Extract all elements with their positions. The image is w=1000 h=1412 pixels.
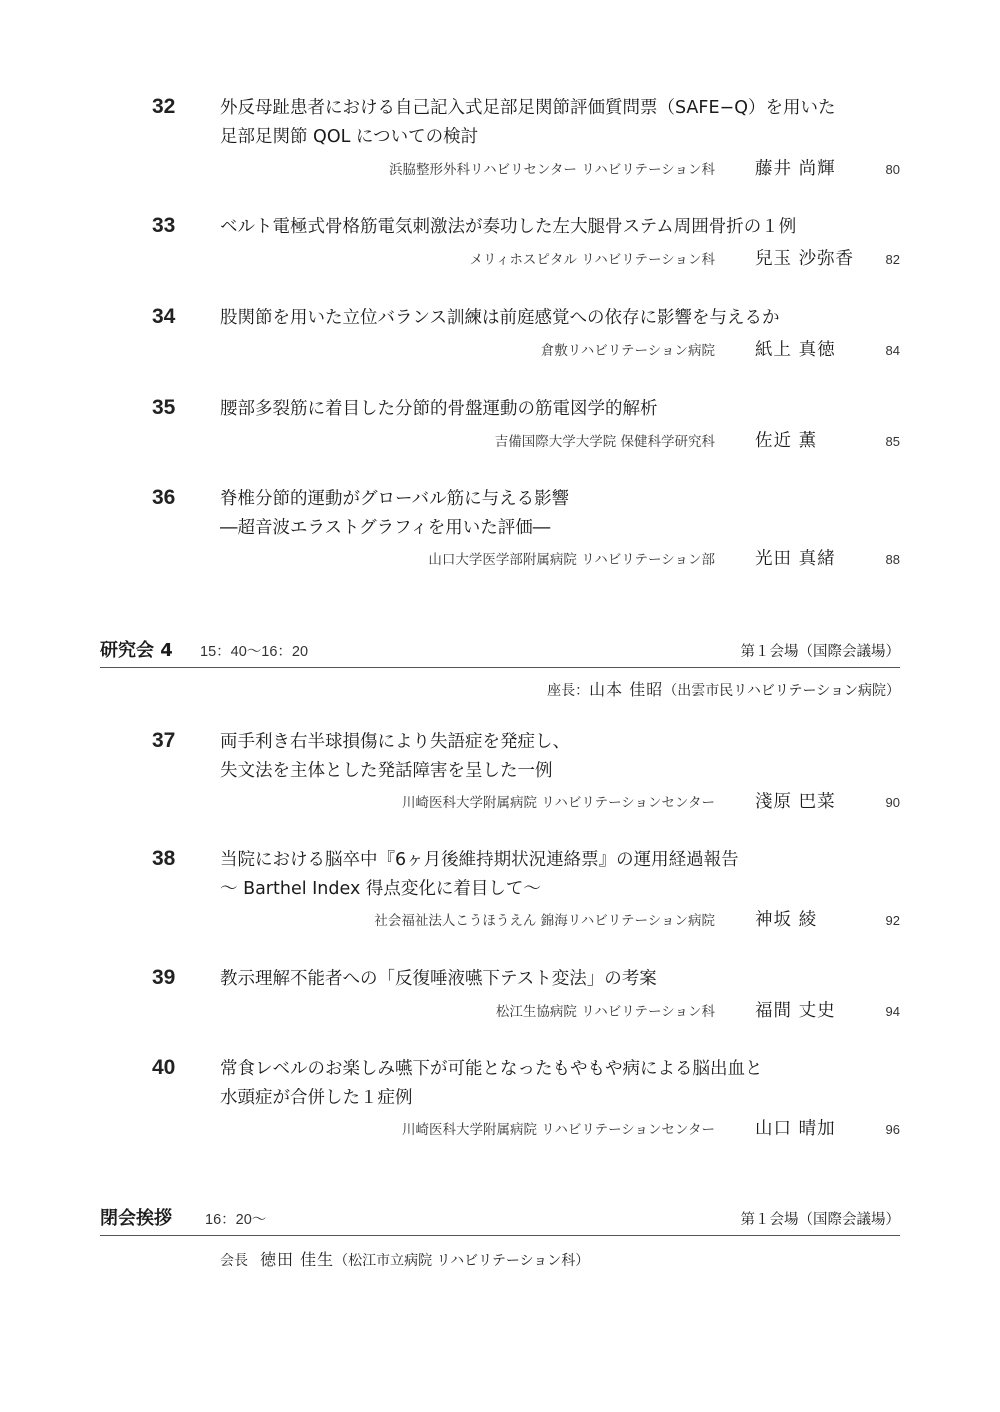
closing-president xyxy=(220,1249,589,1272)
entry-number: 37 xyxy=(152,729,176,752)
entry-author: 紙上 真徳 xyxy=(755,340,836,360)
closing-label: 閉会挨拶 xyxy=(100,1208,172,1229)
entry-affiliation: 川崎医科大学附属病院 リハビリテーションセンター xyxy=(401,1122,715,1138)
entry-title-line: 両手利き右半球損傷により失語症を発症し、 xyxy=(220,732,570,752)
entry-author: 福間 丈史 xyxy=(755,1001,836,1021)
entry-title-line: 失文法を主体とした発話障害を呈した一例 xyxy=(220,761,553,781)
closing-time: 16：20〜 xyxy=(205,1212,267,1228)
chair-name: 山本 佳昭 xyxy=(589,680,664,699)
session-label: 研究会 4 xyxy=(100,640,173,661)
entry-author: 淺原 巴菜 xyxy=(755,792,836,812)
entry-number: 36 xyxy=(152,486,176,509)
entry-title xyxy=(220,304,900,333)
entry-title-line: ―超音波エラストグラフィを用いた評価― xyxy=(220,518,551,538)
entry-author: 藤井 尚輝 xyxy=(755,159,836,179)
entry-page-number: 94 xyxy=(885,1004,900,1019)
president-title: 会長 xyxy=(220,1253,248,1269)
entry-title-line: 股関節を用いた立位バランス訓練は前庭感覚への依存に影響を与えるか xyxy=(220,308,780,328)
entry-title xyxy=(220,485,900,543)
entry-title-line: 足部足関節 QOL についての検討 xyxy=(220,127,479,147)
entry-author: 光田 真緒 xyxy=(755,549,836,569)
entry-title-line: 外反母趾患者における自己記入式足部足関節評価質問票（SAFE−Q）を用いた xyxy=(220,98,836,118)
entry-page-number: 82 xyxy=(885,252,900,267)
session-header xyxy=(100,637,900,668)
entry-title-line: 教示理解不能者への「反復唾液嚥下テスト変法」の考案 xyxy=(220,969,657,989)
entry-title-line: 脊椎分節的運動がグローバル筋に与える影響 xyxy=(220,489,570,509)
entry-affiliation: 吉備国際大学大学院 保健科学研究科 xyxy=(494,434,715,450)
entry-page-number: 84 xyxy=(885,343,900,358)
closing-header xyxy=(100,1205,900,1236)
entry-affiliation: メリィホスピタル リハビリテーション科 xyxy=(469,252,715,268)
entry-page-number: 88 xyxy=(885,552,900,567)
president-name: 徳田 佳生 xyxy=(260,1250,335,1269)
entry-title-line: 水頭症が合併した１症例 xyxy=(220,1088,413,1108)
entry-title-line: 腰部多裂筋に着目した分節的骨盤運動の筋電図学的解析 xyxy=(220,399,658,419)
entry-page-number: 92 xyxy=(885,913,900,928)
entry-page-number: 96 xyxy=(885,1122,900,1137)
entry-author: 神坂 綾 xyxy=(755,910,818,930)
session-chair xyxy=(547,679,900,702)
entry-number: 39 xyxy=(152,966,176,989)
entry-affiliation: 社会福祉法人こうほうえん 錦海リハビリテーション病院 xyxy=(374,913,715,929)
entry-title xyxy=(220,94,900,152)
chair-prefix: 座長： xyxy=(547,683,590,699)
entry-title xyxy=(220,846,900,904)
entry-title-line: 常食レベルのお楽しみ嚥下が可能となったもやもや病による脳出血と xyxy=(220,1059,763,1079)
entry-author: 兒玉 沙弥香 xyxy=(755,249,855,269)
entry-author: 山口 晴加 xyxy=(755,1119,836,1139)
entry-affiliation: 山口大学医学部附属病院 リハビリテーション部 xyxy=(428,552,715,568)
session-venue: 第１会場（国際会議場） xyxy=(740,644,900,660)
entry-number: 35 xyxy=(152,396,176,419)
entry-title-line: 〜 Barthel Index 得点変化に着目して〜 xyxy=(220,879,541,899)
entry-title xyxy=(220,213,900,242)
entry-page-number: 90 xyxy=(885,795,900,810)
chair-affiliation: （出雲市民リハビリテーション病院） xyxy=(663,683,900,699)
entry-number: 34 xyxy=(152,305,176,328)
entry-author: 佐近 薫 xyxy=(755,431,818,451)
entry-number: 40 xyxy=(152,1056,176,1079)
entry-affiliation: 川崎医科大学附属病院 リハビリテーションセンター xyxy=(401,795,715,811)
closing-venue: 第１会場（国際会議場） xyxy=(740,1212,900,1228)
entry-affiliation: 松江生協病院 リハビリテーション科 xyxy=(495,1004,715,1020)
president-affiliation: （松江市立病院 リハビリテーション科） xyxy=(334,1253,590,1269)
entry-title-line: ベルト電極式骨格筋電気刺激法が奏功した左大腿骨ステム周囲骨折の１例 xyxy=(220,217,797,237)
entry-title xyxy=(220,728,900,786)
entry-title xyxy=(220,1055,900,1113)
entry-title-line: 当院における脳卒中『6ヶ月後維持期状況連絡票』の運用経過報告 xyxy=(220,850,739,870)
entry-title xyxy=(220,965,900,994)
entry-affiliation: 倉敷リハビリテーション病院 xyxy=(540,343,715,359)
entry-page-number: 80 xyxy=(885,162,900,177)
entry-number: 38 xyxy=(152,847,176,870)
session-time: 15：40〜16：20 xyxy=(200,644,309,660)
entry-page-number: 85 xyxy=(885,434,900,449)
entry-number: 32 xyxy=(152,95,176,118)
entry-number: 33 xyxy=(152,214,176,237)
entry-affiliation: 浜脇整形外科リハビリセンター リハビリテーション科 xyxy=(389,162,715,178)
entry-title xyxy=(220,395,900,424)
